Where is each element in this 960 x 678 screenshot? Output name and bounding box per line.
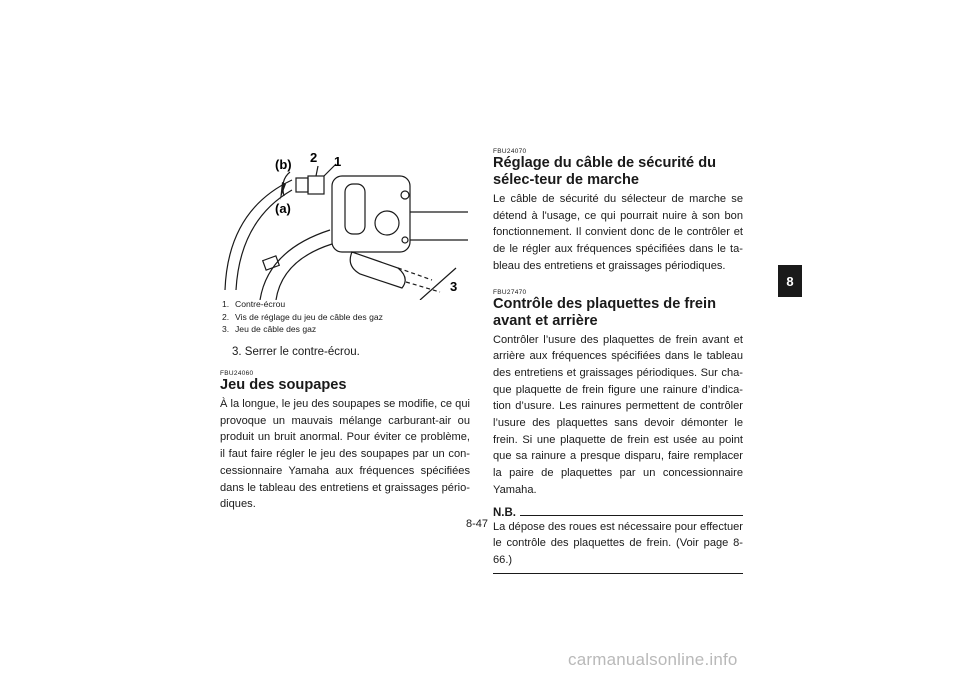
brakes-section — [493, 289, 743, 499]
cable-section — [493, 148, 743, 275]
note-rule — [520, 515, 743, 516]
caption-number: 3. — [222, 324, 230, 334]
note-box — [493, 507, 743, 574]
caption-item — [222, 323, 472, 336]
caption-number: 2. — [222, 311, 230, 322]
label-1: 1 — [334, 154, 342, 169]
label-3: 3 — [450, 279, 458, 294]
section-body: Le câble de sécurité du sélecteur de marche se détend à l'usage, ce qui pourrait nuire à son bon fonctionnement. Il convient donc de le contrôler et de le régler aux fréquences spécifiées dans le ta-bleau des entretiens et graissages périodiques. — [493, 193, 743, 272]
caption-text: Vis de réglage du jeu de câble des gaz — [235, 311, 383, 322]
chapter-tab: 8 — [778, 265, 802, 297]
section-code: FBU24060 — [220, 370, 254, 377]
caption-text: Contre-écrou — [235, 299, 286, 309]
caption-text: Jeu de câble des gaz — [235, 324, 317, 334]
note-label: N.B. — [493, 506, 516, 519]
caption-item — [222, 311, 472, 324]
caption-item — [222, 298, 472, 311]
page-number: 8-47 — [466, 518, 489, 530]
throttle-illustration — [220, 140, 470, 300]
label-2: 2 — [310, 150, 318, 165]
watermark: carmanualsonline.info — [568, 650, 738, 669]
section-body: À la longue, le jeu des soupapes se modifie, ce qui provoque un mauvais mélange carburant-air ou produit un bruit anormal. Pour éviter ce problème, il faut faire régler le jeu des soupapes par un con-cessionnaire Yamaha aux fréquences spécifiées dans le tableau des entretiens et graissages pério-diques. — [220, 398, 470, 511]
label-a: (a) — [275, 201, 291, 216]
step-text: 3. Serrer le contre-écrou. — [232, 346, 360, 358]
caption-number: 1. — [222, 299, 230, 309]
section-body: Contrôler l’usure des plaquettes de frein avant et arrière aux fréquences spécifiées dans le tableau des entretiens et graissages périodiques. Sur cha-que plaquette de frein figure une rainure d’indica-tion d’usure. Les rainures permettent de contrôler l’usure des plaquettes sans devoir démonter le frein. Si une plaquette de frein est usée au point que sa rainure a presque disparu, faire remplacer la paire de plaquettes par un concessionnaire Yamaha. — [493, 333, 743, 496]
right-column — [493, 148, 743, 574]
label-b: (b) — [275, 157, 292, 172]
section-code: FBU24070 — [493, 148, 527, 155]
section-title: Réglage du câble de sécurité du sélec-teur de marche — [493, 155, 717, 188]
note-text: La dépose des roues est nécessaire pour effectuer le contrôle des plaquettes de frein. (Voir page 8-66.) — [493, 519, 743, 574]
section-title: Jeu des soupapes — [220, 377, 347, 393]
section-title: Contrôle des plaquettes de frein avant et arrière — [493, 295, 716, 329]
figure-captions — [222, 298, 472, 336]
section-code: FBU27470 — [493, 288, 527, 296]
valves-section — [220, 370, 470, 513]
